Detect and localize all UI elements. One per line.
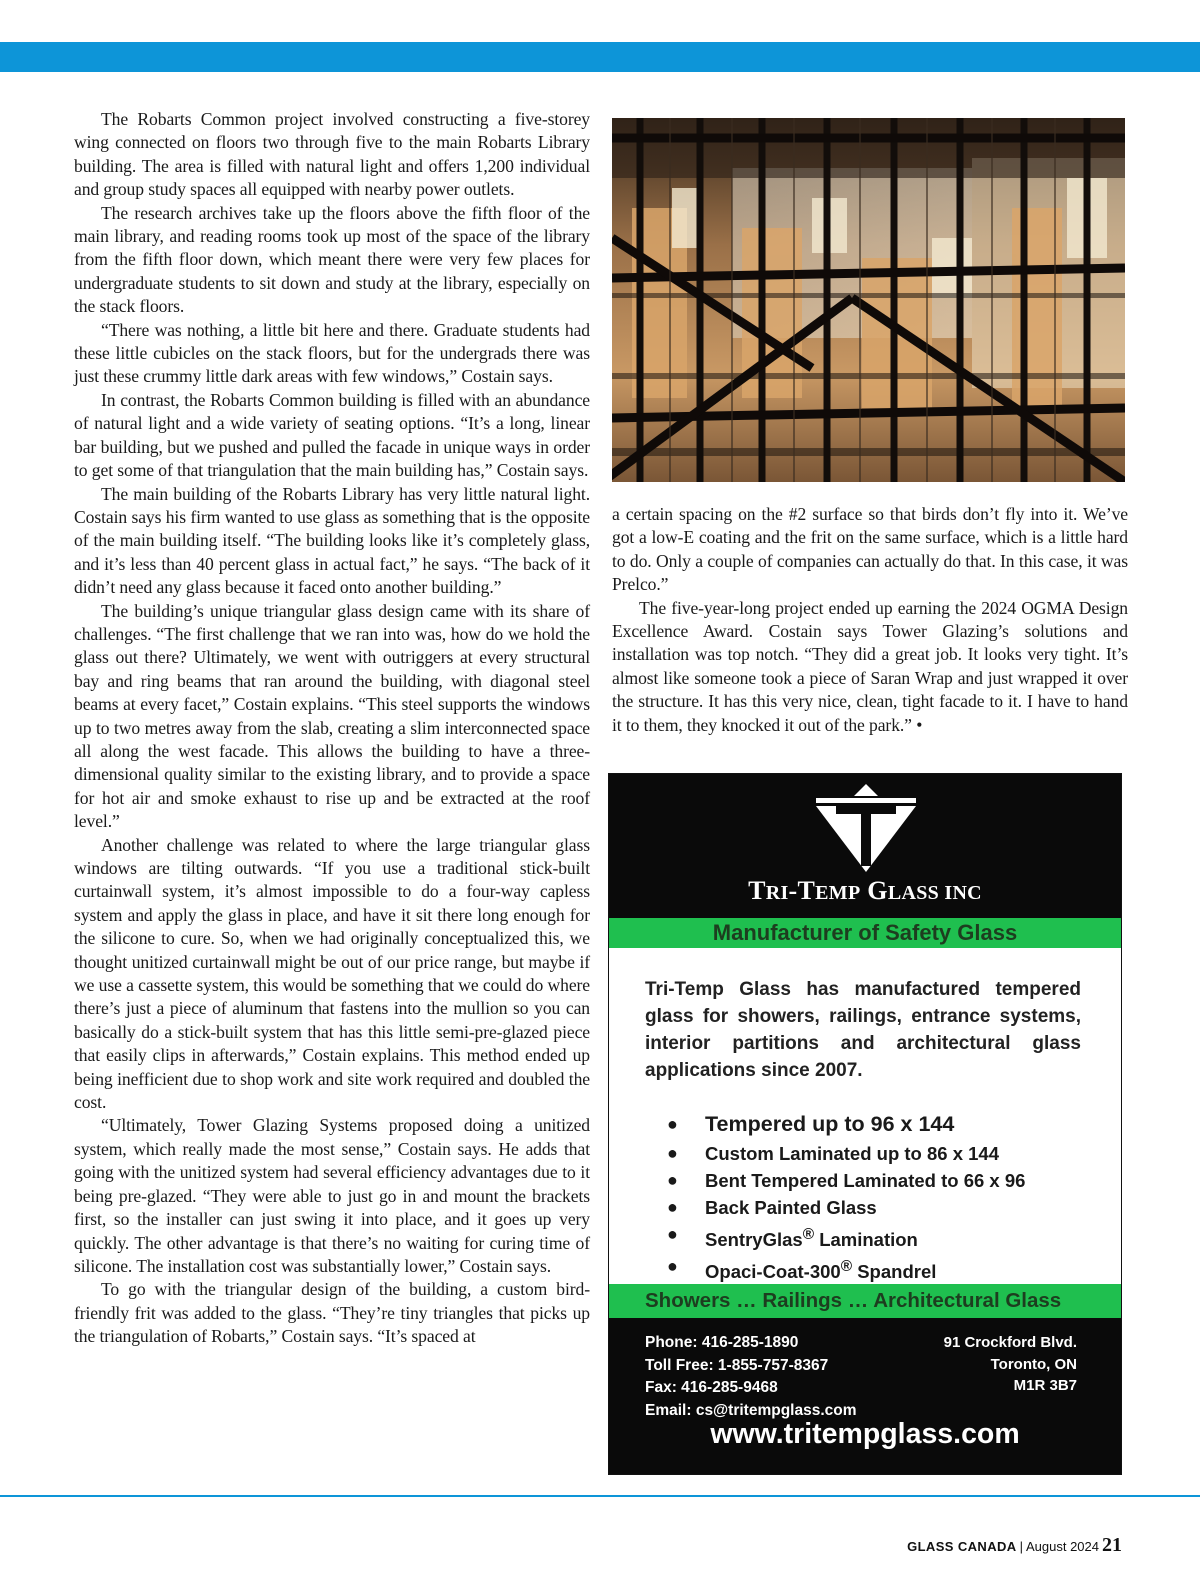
magazine-name: GLASS CANADA — [907, 1539, 1017, 1554]
building-facade-illustration — [612, 118, 1125, 482]
footer-separator: | — [1019, 1539, 1023, 1554]
article-paragraph: Another challenge was related to where the large triangular glass windows are tilting outwards. “If you use a traditional stick-built curtainwall system, it’s almost impossible to do a four-way capless system and apply the glass in place, and have it sit there long enough for the silicone to cure. So, when we had originally conceptualized this, we thought unitized curtainwall might be out of our price range, but maybe if we use a cassette system, this would be something that we could do where there’s just a piece of aluminum that fastens into the mullion so you can basically do a stick-built system that has this little semi-pre-glazed piece that easily clips in afterwards,” Costain explains. This method ended up being inefficient due to shop work and site work required and doubled the cost. — [74, 834, 590, 1113]
ad-header — [609, 774, 1121, 918]
tri-temp-glass-advertisement[interactable] — [608, 773, 1122, 1475]
article-paragraph: “Ultimately, Tower Glazing Systems proposed doing a unitized system, which really made the most sense,” Costain says. He adds that going with the unitized system had several efficiency advantages due to it being pre-glazed. “They were able to just go in and mount the brackets first, so the installer can just swing it into place, and it goes up very quickly. The other advantage is that there’s no waiting for curing time of silicone. The installation cost was substantially lower,” Costain says. — [74, 1115, 590, 1276]
ad-feature-item: ● SentryGlas® Lamination — [667, 1221, 1025, 1253]
issue-date: August 2024 — [1025, 1539, 1099, 1554]
ad-feature-item: ● Custom Laminated up to 86 x 144 — [667, 1140, 1025, 1167]
article-paragraph: The research archives take up the floors above the fifth floor of the main library, and reading rooms took up most of the space of the library from the fifth floor down, which meant there were very few places for undergraduate students to sit down and study at the library, especially on the stack floors. — [74, 202, 590, 317]
article-paragraph: The building’s unique triangular glass design came with its share of challenges. “The first challenge that we ran into was, how do we hold the glass out there? Ultimately, we went with outriggers at every structural bay and ring beams that ran around the building, with diagonal steel beams at every facet,” Costain explains. “This steel supports the windows up to two metres away from the slab, creating a slim interconnected space all along the west facade. This allows the building to have a three-dimensional quality similar to the existing library, and to provide a space for hot air and smoke exhaust to rise up and be extracted at the roof level.” — [74, 600, 590, 832]
ad-address-line: 91 Crockford Blvd. — [943, 1334, 1077, 1351]
article-paragraph: In contrast, the Robarts Common building is filled with an abundance of natural light and a wide variety of seating options. “It’s a long, linear bar building, but we pushed and pulled the facade in unique ways in order to get some of that triangulation that the main building has,” Costain says. — [74, 389, 590, 481]
ad-contact-list — [645, 1332, 857, 1422]
footer-rule — [0, 1495, 1200, 1497]
ad-phone[interactable]: Phone: 416-285-1890 — [645, 1334, 799, 1351]
building-facade-photo — [612, 118, 1125, 482]
article-paragraph: a certain spacing on the #2 surface so that birds don’t fly into it. We’ve got a low-E coating and the frit on the same surface, which is a little hard to do. Only a couple of companies can actually do that. In this case, it was Prelco.” — [612, 504, 1128, 595]
ad-feature-item: ● Tempered up to 96 x 144 — [667, 1108, 1025, 1140]
ad-address-line: M1R 3B7 — [1013, 1377, 1077, 1394]
ad-company-name: TRI-TEMP GLASS INC — [748, 876, 982, 905]
header-color-bar — [0, 42, 1200, 72]
article-paragraph: The main building of the Robarts Library has very little natural light. Costain says his firm wanted to use glass as something that is the opposite of the main building itself. “The building looks like it’s completely glass, and it’s less than 40 percent glass in actual fact,” he says. “The back of it didn’t need any glass because it faced onto another building.” — [74, 483, 590, 598]
article-paragraph: The Robarts Common project involved constructing a five-storey wing connected on floors two through five to the main Robarts Library building. The area is filled with natural light and offers 1,200 individual and group study spaces all equipped with nearby power outlets. — [74, 109, 590, 200]
article-paragraph: The five-year-long project ended up earning the 2024 OGMA Design Excellence Award. Costain says Tower Glazing’s solutions and installation was top notch. “They did a great job. It looks very tight. It’s almost like someone took a piece of Saran Wrap and just wrapped it over the structure. It has this very nice, clean, tight facade to it. I have to hand it to them, they knocked it out of the park.” • — [612, 597, 1128, 735]
article-paragraph: “There was nothing, a little bit here and there. Graduate students had these little cubicles on the stack floors, but for the undergrads there was just these crummy little dark areas with few windows,” Costain says. — [74, 319, 590, 387]
ad-fax: Fax: 416-285-9468 — [645, 1379, 778, 1396]
tri-temp-logo-icon — [816, 784, 916, 877]
page-footer — [907, 1534, 1122, 1557]
ad-slogan: Showers … Railings … Architectural Glass — [609, 1284, 1121, 1318]
ad-feature-item: ● Back Painted Glass — [667, 1194, 1025, 1221]
ad-contact-panel — [609, 1318, 1121, 1475]
article-paragraph: To go with the triangular design of the building, a custom bird-friendly frit was added to the glass. “They’re tiny triangles that picks up the triangulation of Robarts,” Costain says. “It’s spaced at — [74, 1279, 590, 1347]
ad-feature-item: ● Bent Tempered Laminated to 66 x 96 — [667, 1167, 1025, 1194]
ad-feature-item: ● Opaci-Coat-300® Spandrel — [667, 1253, 1025, 1285]
ad-tagline: Manufacturer of Safety Glass — [609, 918, 1121, 948]
ad-feature-list — [667, 1108, 1025, 1285]
ad-address — [944, 1332, 1077, 1397]
article-column-right — [612, 503, 1128, 737]
ad-address-line: Toronto, ON — [990, 1355, 1077, 1373]
ad-toll-free[interactable]: Toll Free: 1-855-757-8367 — [645, 1356, 829, 1374]
ad-website-link[interactable]: www.tritempglass.com — [710, 1418, 1020, 1450]
ad-intro-text: Tri-Temp Glass has manufactured tempered glass for showers, railings, entrance systems, interior partitions and architectural glass applications since 2007. — [645, 979, 1081, 1081]
page-number: 21 — [1102, 1534, 1122, 1556]
article-column-left — [74, 108, 590, 1349]
ad-email[interactable]: Email: cs@tritempglass.com — [645, 1401, 857, 1419]
